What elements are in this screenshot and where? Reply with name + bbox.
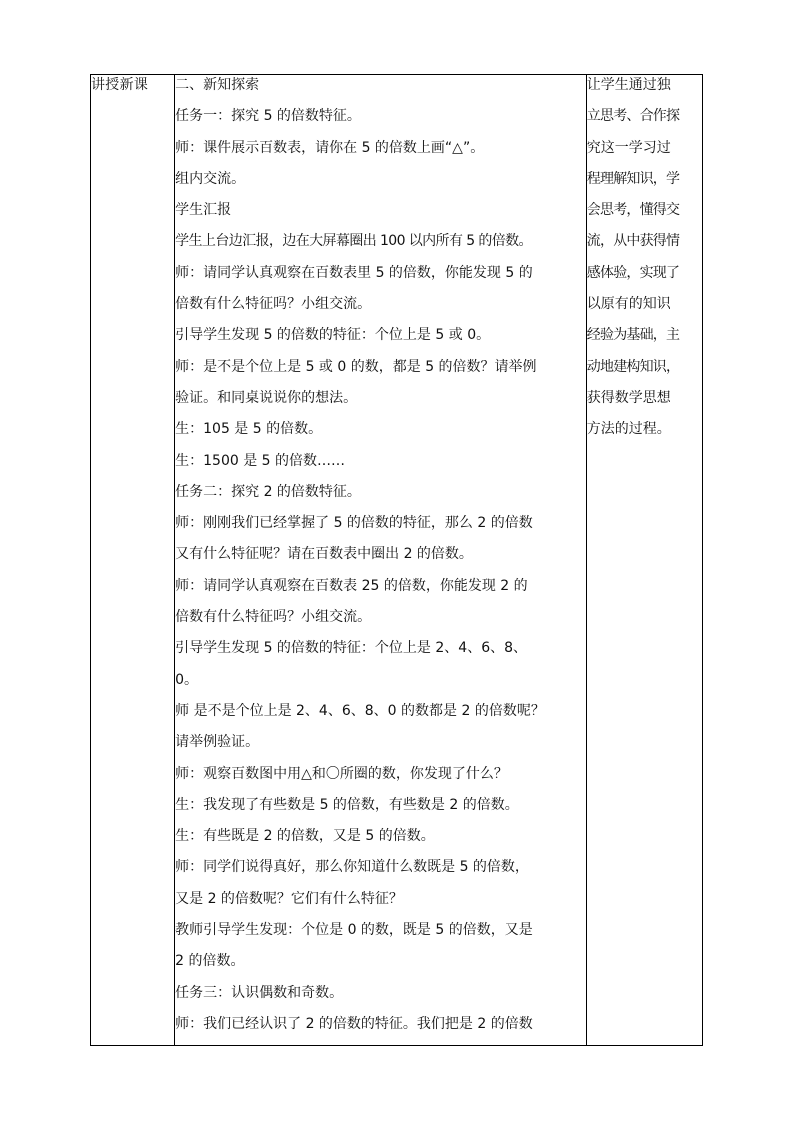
content-line: 教师引导学生发现：个位是 0 的数，既是 5 的倍数，又是 bbox=[175, 922, 533, 939]
content-line: 又是 2 的倍数呢？它们有什么特征？ bbox=[175, 890, 403, 907]
content-line: 引导学生发现 5 的倍数的特征：个位上是 2、4、6、8、 bbox=[175, 640, 528, 657]
teaching-content-cell bbox=[175, 75, 587, 1046]
content-line: 学生汇报 bbox=[175, 202, 232, 219]
note-line: 以原有的知识 bbox=[586, 296, 671, 313]
content-line: 任务二：探究 2 的倍数特征。 bbox=[175, 483, 361, 500]
content-line: 又有什么特征呢？请在百数表中圈出 2 的倍数。 bbox=[175, 546, 473, 563]
content-line: 师：我们已经认识了 2 的倍数的特征。我们把是 2 的倍数 bbox=[175, 1015, 533, 1032]
note-line: 立思考、合作探 bbox=[586, 108, 680, 125]
content-line: 生：105 是 5 的倍数。 bbox=[175, 421, 323, 438]
note-line: 经验为基础，主 bbox=[586, 327, 680, 344]
content-line: 生：有些既是 2 的倍数，又是 5 的倍数。 bbox=[175, 828, 435, 845]
content-line: 任务一：探究 5 的倍数特征。 bbox=[175, 108, 361, 125]
content-line: 验证。和同桌说说你的想法。 bbox=[175, 389, 358, 406]
content-line: 师：同学们说得真好，那么你知道什么数既是 5 的倍数， bbox=[175, 859, 529, 876]
content-line: 生：我发现了有些数是 5 的倍数，有些数是 2 的倍数。 bbox=[175, 796, 519, 813]
content-line: 二、新知探索 bbox=[175, 77, 260, 93]
note-line: 流，从中获得情 bbox=[586, 233, 680, 250]
note-line: 感体验，实现了 bbox=[586, 264, 680, 281]
content-line: 师：是不是个位上是 5 或 0 的数，都是 5 的倍数？请举例 bbox=[175, 358, 537, 375]
note-line: 程理解知识，学 bbox=[586, 170, 680, 187]
content-line: 倍数有什么特征吗？小组交流。 bbox=[175, 296, 372, 313]
design-intent-cell bbox=[586, 75, 702, 1046]
note-line: 获得数学思想 bbox=[586, 389, 671, 406]
content-line: 引导学生发现 5 的倍数的特征：个位上是 5 或 0。 bbox=[175, 327, 491, 344]
content-line: 师：请同学认真观察在百数表里 5 的倍数，你能发现 5 的 bbox=[175, 264, 533, 281]
content-line: 倍数有什么特征吗？小组交流。 bbox=[175, 609, 372, 626]
section-label-cell bbox=[91, 75, 175, 1046]
note-line: 方法的过程。 bbox=[586, 421, 671, 438]
note-line: 究这一学习过 bbox=[586, 139, 671, 156]
content-line: 任务三：认识偶数和奇数。 bbox=[175, 984, 344, 1001]
content-line: 组内交流。 bbox=[175, 170, 246, 187]
content-line: 师：观察百数图中用△和〇所圈的数，你发现了什么？ bbox=[175, 765, 508, 782]
content-line: 2 的倍数。 bbox=[175, 953, 245, 970]
content-line: 0。 bbox=[175, 671, 199, 688]
content-line: 师 是不是个位上是 2、4、6、8、0 的数都是 2 的倍数呢？ bbox=[175, 702, 545, 719]
note-line: 动地建构知识， bbox=[586, 358, 680, 375]
lesson-plan-table bbox=[90, 74, 703, 1046]
content-line: 师：课件展示百数表，请你在 5 的倍数上画“△”。 bbox=[175, 139, 485, 156]
content-line: 学生上台边汇报，边在大屏幕圈出 100 以内所有 5 的倍数。 bbox=[175, 233, 532, 250]
note-line: 会思考，懂得交 bbox=[586, 202, 680, 219]
content-line: 师：请同学认真观察在百数表 25 的倍数，你能发现 2 的 bbox=[175, 577, 528, 594]
content-line: 请举例验证。 bbox=[175, 734, 260, 751]
note-line: 让学生通过独 bbox=[586, 77, 671, 93]
table-row bbox=[91, 75, 703, 1046]
content-line: 生：1500 是 5 的倍数…… bbox=[175, 452, 346, 469]
content-line: 师：刚刚我们已经掌握了 5 的倍数的特征，那么 2 的倍数 bbox=[175, 515, 533, 532]
section-label: 讲授新课 bbox=[91, 77, 149, 93]
